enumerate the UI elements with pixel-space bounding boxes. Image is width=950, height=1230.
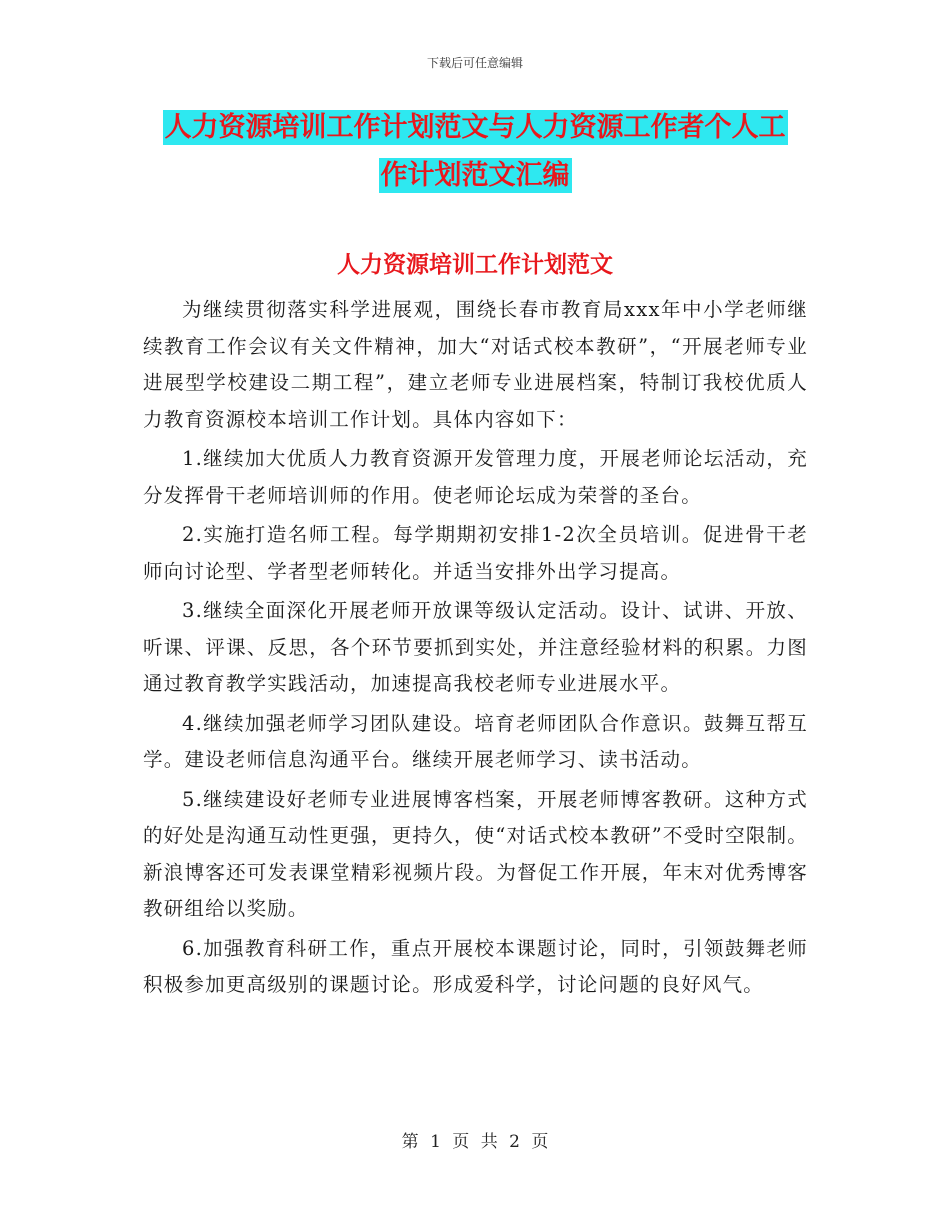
section-title: 人力资源培训工作计划范文: [337, 252, 613, 278]
paragraph-item-3: 3.继续全面深化开展老师开放课等级认定活动。设计、试讲、开放、听课、评课、反思，各个环节要抓到实处，并注意经验材料的积累。力图通过教育教学实践活动，加速提高我校老师专业进展水平。: [143, 599, 808, 695]
document-body: [143, 292, 808, 1007]
paragraph-intro: 为继续贯彻落实科学进展观，围绕长春市教育局xxx年中小学老师继续教育工作会议有关文件精神，加大“对话式校本教研”，“开展老师专业进展型学校建设二期工程”，建立老师专业进展档案，特制订我校优质人力教育资源校本培训工作计划。具体内容如下：: [143, 298, 808, 431]
paragraph-item-4: 4.继续加强老师学习团队建设。培育老师团队合作意识。鼓舞互帮互学。建设老师信息沟通平台。继续开展老师学习、读书活动。: [143, 711, 808, 771]
paragraph-item-5: 5.继续建设好老师专业进展博客档案，开展老师博客教研。这种方式的好处是沟通互动性更强，更持久，使“对话式校本教研”不受时空限制。新浪博客还可发表课堂精彩视频片段。为督促工作开展，年末对优秀博客教研组给以奖励。: [143, 787, 808, 920]
header-note: 下载后可任意编辑: [426, 56, 523, 70]
title-line-1: 人力资源培训工作计划范文与人力资源工作者个人工: [164, 112, 786, 143]
paragraph-item-1: 1.继续加大优质人力教育资源开发管理力度，开展老师论坛活动，充分发挥骨干老师培训师的作用。使老师论坛成为荣誉的圣台。: [143, 447, 808, 507]
paragraph-item-6: 6.加强教育科研工作，重点开展校本课题讨论，同时，引领鼓舞老师积极参加更高级别的课题讨论。形成爱科学，讨论问题的良好风气。: [143, 936, 808, 996]
document-title: [0, 108, 950, 204]
title-line-2: 作计划范文汇编: [380, 160, 570, 191]
page-number: 第 1 页 共 2 页: [401, 1132, 549, 1152]
paragraph-item-2: 2.实施打造名师工程。每学期期初安排1-2次全员培训。促进骨干老师向讨论型、学者型老师转化。并适当安排外出学习提高。: [143, 523, 808, 583]
